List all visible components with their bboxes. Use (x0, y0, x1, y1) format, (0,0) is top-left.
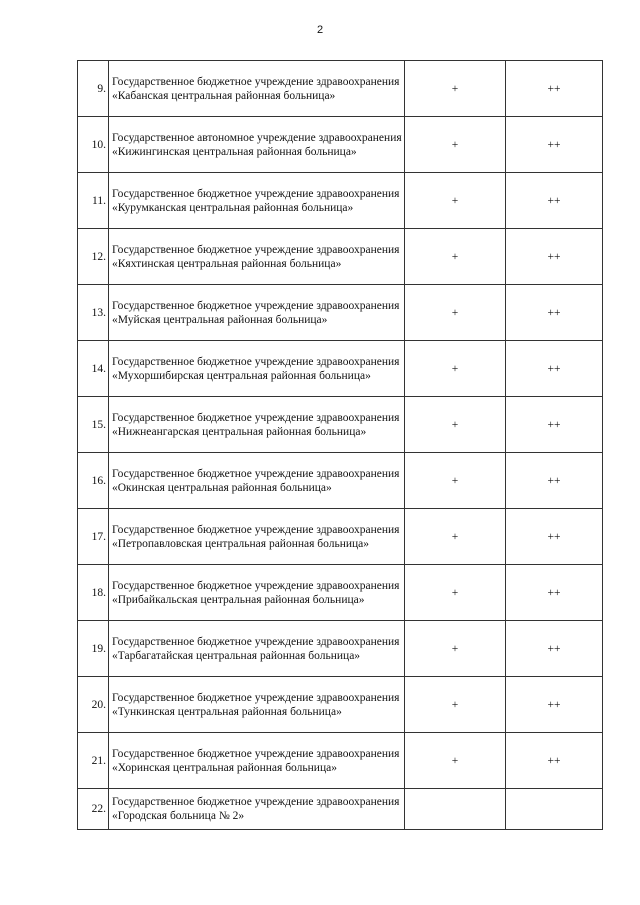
table-row (78, 173, 603, 229)
table-row (78, 117, 603, 173)
row-number: 16. (78, 453, 109, 509)
mark-column-a: + (405, 677, 506, 733)
mark-column-b: ++ (506, 509, 603, 565)
table-row (78, 229, 603, 285)
table-row (78, 621, 603, 677)
institutions-table (77, 60, 603, 830)
mark-column-b: ++ (506, 733, 603, 789)
institution-name: Государственное бюджетное учреждение здравоохранения «Тункинская центральная районная больница» (109, 677, 405, 733)
table-row (78, 789, 603, 830)
page-number: 2 (316, 24, 324, 36)
institution-name: Государственное бюджетное учреждение здравоохранения «Тарбагатайская центральная районная больница» (109, 621, 405, 677)
row-number: 12. (78, 229, 109, 285)
table-row (78, 509, 603, 565)
institution-name: Государственное бюджетное учреждение здравоохранения «Курумканская центральная районная больница» (109, 173, 405, 229)
table-body (78, 61, 603, 830)
row-number: 14. (78, 341, 109, 397)
table-row (78, 453, 603, 509)
mark-column-b: ++ (506, 397, 603, 453)
mark-column-b: ++ (506, 565, 603, 621)
table-row (78, 341, 603, 397)
mark-column-a: + (405, 453, 506, 509)
table-row (78, 285, 603, 341)
mark-column-b: ++ (506, 677, 603, 733)
row-number: 10. (78, 117, 109, 173)
row-number: 15. (78, 397, 109, 453)
institution-name: Государственное бюджетное учреждение здравоохранения «Городская больница № 2» (109, 789, 405, 830)
mark-column-b: ++ (506, 285, 603, 341)
mark-column-a: + (405, 341, 506, 397)
row-number: 9. (78, 61, 109, 117)
row-number: 20. (78, 677, 109, 733)
mark-column-b: ++ (506, 117, 603, 173)
row-number: 17. (78, 509, 109, 565)
institution-name: Государственное бюджетное учреждение здравоохранения «Муйская центральная районная больница» (109, 285, 405, 341)
mark-column-a: + (405, 621, 506, 677)
mark-column-a: + (405, 733, 506, 789)
mark-column-a: + (405, 509, 506, 565)
mark-column-b: ++ (506, 341, 603, 397)
table-row (78, 397, 603, 453)
mark-column-b: ++ (506, 61, 603, 117)
institution-name: Государственное бюджетное учреждение здравоохранения «Мухоршибирская центральная районная больница» (109, 341, 405, 397)
mark-column-b: ++ (506, 229, 603, 285)
mark-column-a: + (405, 285, 506, 341)
mark-column-a: + (405, 61, 506, 117)
mark-column-b: ++ (506, 621, 603, 677)
table-row (78, 677, 603, 733)
row-number: 13. (78, 285, 109, 341)
mark-column-b: ++ (506, 173, 603, 229)
institution-name: Государственное бюджетное учреждение здравоохранения «Прибайкальская центральная районная больница» (109, 565, 405, 621)
row-number: 18. (78, 565, 109, 621)
institution-name: Государственное автономное учреждение здравоохранения «Кижингинская центральная районная больница» (109, 117, 405, 173)
institution-name: Государственное бюджетное учреждение здравоохранения «Нижнеангарская центральная районная больница» (109, 397, 405, 453)
mark-column-a: + (405, 173, 506, 229)
institution-name: Государственное бюджетное учреждение здравоохранения «Кяхтинская центральная районная больница» (109, 229, 405, 285)
mark-column-a (405, 789, 506, 830)
institution-name: Государственное бюджетное учреждение здравоохранения «Окинская центральная районная больница» (109, 453, 405, 509)
row-number: 19. (78, 621, 109, 677)
mark-column-b (506, 789, 603, 830)
row-number: 22. (78, 789, 109, 830)
mark-column-a: + (405, 117, 506, 173)
table-row (78, 61, 603, 117)
institution-name: Государственное бюджетное учреждение здравоохранения «Кабанская центральная районная больница» (109, 61, 405, 117)
mark-column-b: ++ (506, 453, 603, 509)
institution-name: Государственное бюджетное учреждение здравоохранения «Петропавловская центральная районная больница» (109, 509, 405, 565)
row-number: 21. (78, 733, 109, 789)
row-number: 11. (78, 173, 109, 229)
table-row (78, 733, 603, 789)
mark-column-a: + (405, 229, 506, 285)
mark-column-a: + (405, 565, 506, 621)
table-row (78, 565, 603, 621)
mark-column-a: + (405, 397, 506, 453)
institution-name: Государственное бюджетное учреждение здравоохранения «Хоринская центральная районная больница» (109, 733, 405, 789)
